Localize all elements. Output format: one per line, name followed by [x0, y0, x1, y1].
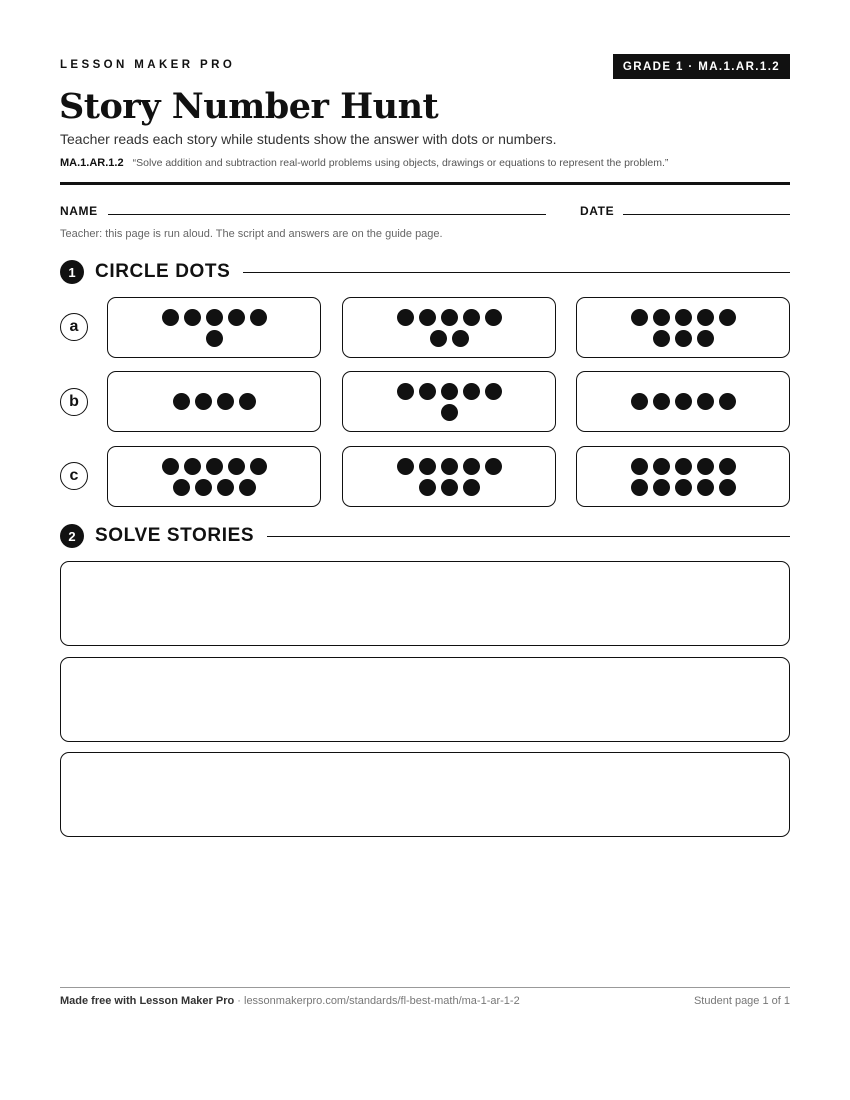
dot[interactable] [719, 393, 736, 410]
dot[interactable] [675, 393, 692, 410]
dot-box[interactable] [107, 446, 321, 507]
dot[interactable] [697, 309, 714, 326]
dot[interactable] [228, 309, 245, 326]
dot[interactable] [485, 383, 502, 400]
dot[interactable] [653, 393, 670, 410]
dot-row [653, 330, 714, 347]
page-title: Story Number Hunt [59, 86, 439, 127]
footer-url[interactable]: lessonmakerpro.com/standards/fl-best-math/ma-1-ar-1-2 [244, 995, 520, 1007]
dot[interactable] [697, 393, 714, 410]
dot[interactable] [239, 393, 256, 410]
dot[interactable] [653, 479, 670, 496]
footer-made-with: Made free with Lesson Maker Pro [60, 995, 235, 1007]
footer-divider [60, 987, 790, 988]
dot[interactable] [463, 479, 480, 496]
dot[interactable] [173, 393, 190, 410]
footer-page-number: Student page 1 of 1 [693, 995, 790, 1007]
section-1-heading [60, 259, 790, 285]
name-label: NAME [60, 204, 98, 218]
dot[interactable] [184, 458, 201, 475]
dot[interactable] [485, 309, 502, 326]
brand-name: LESSON MAKER PRO [60, 59, 236, 71]
dot[interactable] [441, 383, 458, 400]
dot[interactable] [195, 479, 212, 496]
dot[interactable] [228, 458, 245, 475]
row-label-c: c [60, 462, 88, 490]
dot[interactable] [631, 479, 648, 496]
row-label-a: a [60, 313, 88, 341]
dot[interactable] [631, 393, 648, 410]
dot-row [430, 330, 469, 347]
dot[interactable] [675, 309, 692, 326]
dot[interactable] [162, 309, 179, 326]
footer-credit [60, 995, 520, 1007]
dot[interactable] [206, 458, 223, 475]
dot[interactable] [485, 458, 502, 475]
dot-row [173, 393, 256, 410]
dot[interactable] [697, 479, 714, 496]
dot[interactable] [452, 330, 469, 347]
dot[interactable] [419, 458, 436, 475]
dot-row [441, 404, 458, 421]
story-answer-box-2[interactable] [60, 657, 790, 742]
dot[interactable] [419, 383, 436, 400]
header-divider [60, 182, 790, 185]
date-field[interactable] [623, 214, 790, 215]
standard-statement [60, 157, 668, 169]
standard-code: MA.1.AR.1.2 [60, 157, 124, 169]
dot-box[interactable] [576, 297, 790, 358]
dot[interactable] [397, 458, 414, 475]
dot[interactable] [463, 309, 480, 326]
page-subtitle: Teacher reads each story while students show the answer with dots or numbers. [60, 131, 557, 147]
dot-box[interactable] [107, 371, 321, 432]
dot[interactable] [184, 309, 201, 326]
section-2-number: 2 [60, 524, 84, 548]
dot[interactable] [173, 479, 190, 496]
dot[interactable] [631, 309, 648, 326]
dot[interactable] [419, 479, 436, 496]
dot[interactable] [250, 458, 267, 475]
dot[interactable] [653, 309, 670, 326]
dot-row [162, 458, 267, 475]
name-field[interactable] [108, 214, 546, 215]
dot[interactable] [719, 458, 736, 475]
dot-row [397, 309, 502, 326]
dot[interactable] [217, 479, 234, 496]
dot[interactable] [441, 458, 458, 475]
dot-row [173, 479, 256, 496]
section-1-title: CIRCLE DOTS [95, 261, 231, 282]
section-1-number: 1 [60, 260, 84, 284]
dot-row [162, 309, 267, 326]
grade-standard-badge: GRADE 1 · MA.1.AR.1.2 [613, 54, 790, 79]
dot[interactable] [195, 393, 212, 410]
dot-box[interactable] [107, 297, 321, 358]
dot[interactable] [631, 458, 648, 475]
dot[interactable] [239, 479, 256, 496]
story-answer-box-1[interactable] [60, 561, 790, 646]
dot[interactable] [463, 383, 480, 400]
dot-row [397, 383, 502, 400]
dot-row [397, 458, 502, 475]
dot[interactable] [441, 404, 458, 421]
dot[interactable] [675, 330, 692, 347]
dot[interactable] [463, 458, 480, 475]
dot-box[interactable] [576, 371, 790, 432]
dot[interactable] [397, 383, 414, 400]
row-label-b: b [60, 388, 88, 416]
dot[interactable] [653, 458, 670, 475]
section-2-title: SOLVE STORIES [95, 525, 255, 546]
teacher-note: Teacher: this page is run aloud. The script and answers are on the guide page. [60, 228, 443, 240]
dot-row [206, 330, 223, 347]
dot-box[interactable] [342, 446, 556, 507]
dot[interactable] [397, 309, 414, 326]
dot[interactable] [206, 330, 223, 347]
dot-row [631, 458, 736, 475]
dot[interactable] [441, 479, 458, 496]
dot[interactable] [653, 330, 670, 347]
dot[interactable] [430, 330, 447, 347]
dot-row [631, 479, 736, 496]
dot[interactable] [675, 479, 692, 496]
dot-box[interactable] [576, 446, 790, 507]
date-label: DATE [580, 204, 615, 218]
story-answer-box-3[interactable] [60, 752, 790, 837]
dot[interactable] [217, 393, 234, 410]
section-2-heading [60, 523, 790, 549]
dot[interactable] [162, 458, 179, 475]
dot[interactable] [719, 309, 736, 326]
standard-text: “Solve addition and subtraction real-world problems using objects, drawings or equations to represent the problem.” [132, 157, 669, 169]
dot[interactable] [419, 309, 436, 326]
dot[interactable] [675, 458, 692, 475]
dot-row [419, 479, 480, 496]
dot-row [631, 309, 736, 326]
dot[interactable] [206, 309, 223, 326]
section-1-rule [243, 272, 790, 273]
dot-box[interactable] [342, 371, 556, 432]
dot[interactable] [697, 458, 714, 475]
dot[interactable] [697, 330, 714, 347]
dot-row [631, 393, 736, 410]
dot[interactable] [441, 309, 458, 326]
section-2-rule [267, 536, 790, 537]
dot[interactable] [719, 479, 736, 496]
dot-box[interactable] [342, 297, 556, 358]
footer-separator: · [234, 995, 244, 1007]
dot[interactable] [250, 309, 267, 326]
